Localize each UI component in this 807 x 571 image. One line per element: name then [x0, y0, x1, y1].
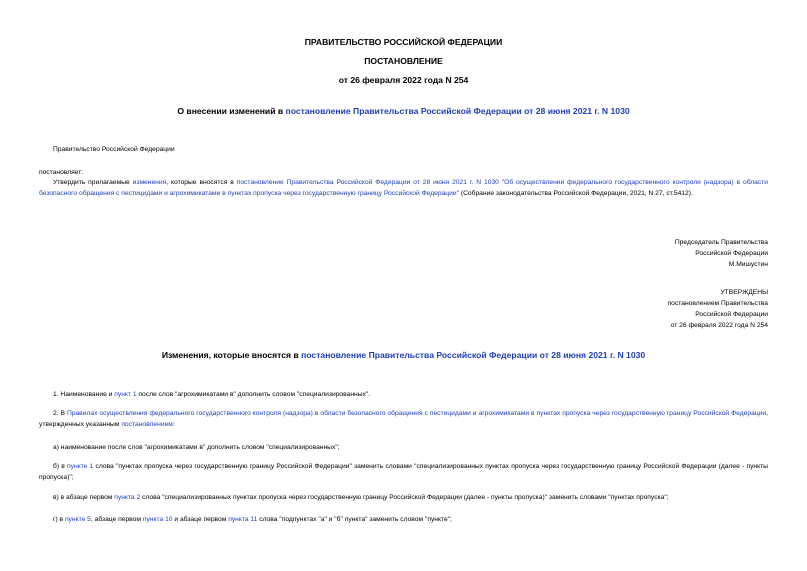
approve-paragraph [39, 178, 768, 199]
subitem-g-text-a: г) в [53, 516, 65, 523]
item-1-text-b: после слов "агрохимикатами в" дополнить словом "специализированных". [136, 391, 371, 398]
point-10-link[interactable]: пункта 10 [142, 516, 173, 523]
approve-text-2: , которые вносятся в [166, 179, 237, 186]
document-title [0, 106, 807, 116]
document-date-number: от 26 февраля 2022 года N 254 [338, 75, 469, 85]
resolution-link[interactable]: постановлением [121, 420, 173, 428]
point-5-link[interactable]: пункте 5 [64, 516, 91, 523]
subitem-b-text-b: слова "пунктах пропуска через государственную границу Российской Федерации" заменить словами "специализированных пунктах пропуска через государственную границу Российской Федерации (далее - пункты пропуска)"; [39, 463, 768, 481]
point-11-link[interactable]: пункта 11 [228, 516, 258, 523]
point-1-link[interactable]: пункте 1 [67, 463, 94, 470]
changes-link[interactable]: изменения [132, 179, 167, 186]
subitem-g-text-d: слова "подпунктах "а" и "б" пункта" заменить словом "пункте"; [257, 516, 452, 523]
subitem-b-text-a: б) в [53, 463, 68, 470]
subitem-g [53, 515, 452, 526]
item-2 [39, 409, 768, 430]
government-heading: ПРАВИТЕЛЬСТВО РОССИЙСКОЙ ФЕДЕРАЦИИ [304, 37, 503, 47]
decrees-word: постановляет: [39, 169, 84, 176]
item-1 [53, 390, 370, 401]
item-1-point-link[interactable]: пункт 1 [114, 391, 137, 398]
signature-country: Российской Федерации [695, 250, 768, 257]
approved-label: УТВЕРЖДЕНЫ [720, 289, 768, 296]
subitem-v-text-a: в) в абзаце первом [53, 494, 115, 501]
document-title-text: О внесении изменений в [177, 106, 286, 116]
item-2-text-a: 2. В [53, 410, 67, 417]
rules-link[interactable]: Правилах осуществления федерального государственного контроля (надзора) в области безопасного обращения с пестицидами и агрохимикатами в пунктах пропуска через государственную границу Российской Федерации [66, 410, 767, 417]
subitem-a: а) наименование после слов "агрохимикатами в" дополнить словом "специализированных"; [53, 444, 340, 451]
approve-text-3: (Собрание законодательства Российской Федерации, 2021, N 27, ст.5412). [458, 189, 693, 197]
changes-title-text: Изменения, которые вносятся в [161, 350, 302, 360]
approve-text-1: Утвердить прилагаемые [53, 179, 133, 186]
signature-name: М.Мишустин [728, 261, 768, 268]
subitem-v [53, 493, 669, 504]
changes-title [0, 350, 807, 360]
changes-title-decree-link[interactable]: постановление Правительства Российской Федерации от 28 июня 2021 г. N 1030 [301, 350, 646, 360]
point-2-link[interactable]: пункта 2 [114, 494, 141, 501]
subitem-v-text-b: слова "специализированных пунктах пропуска через государственную границу Российской Федерации (далее - пункты пропуска)" заменить словами "пунктах пропуска"; [140, 494, 669, 501]
approved-date: от 26 февраля 2022 года N 254 [670, 322, 768, 329]
approved-by: постановлением Правительства [667, 300, 768, 307]
subitem-g-text-c: и абзаце первом [172, 516, 229, 523]
item-2-text-b: , утвержденных указанным [39, 410, 768, 428]
subitem-g-text-b: , абзаце первом [90, 516, 143, 523]
title-decree-link[interactable]: постановление Правительства Российской Федерации от 28 июня 2021 г. N 1030 [285, 106, 630, 116]
government-name: Правительство Российской Федерации [53, 146, 175, 153]
signature-title: Председатель Правительства [674, 239, 768, 246]
subitem-b [39, 462, 768, 483]
document-type: ПОСТАНОВЛЕНИЕ [364, 56, 443, 66]
decree-1030-link[interactable]: постановление Правительства Российской Федерации от 28 июня 2021 г. N 1030 "Об осуществлении федерального государственного контроля (надзора) в области безопасного обращения с пестицидами и агрохимикатами в пунктах пропуска через государственную границу Российской Федерации" [39, 179, 768, 197]
approved-country: Российской Федерации [695, 311, 768, 318]
item-2-text-c: : [172, 420, 175, 428]
item-1-text-a: 1. Наименование и [53, 391, 115, 398]
